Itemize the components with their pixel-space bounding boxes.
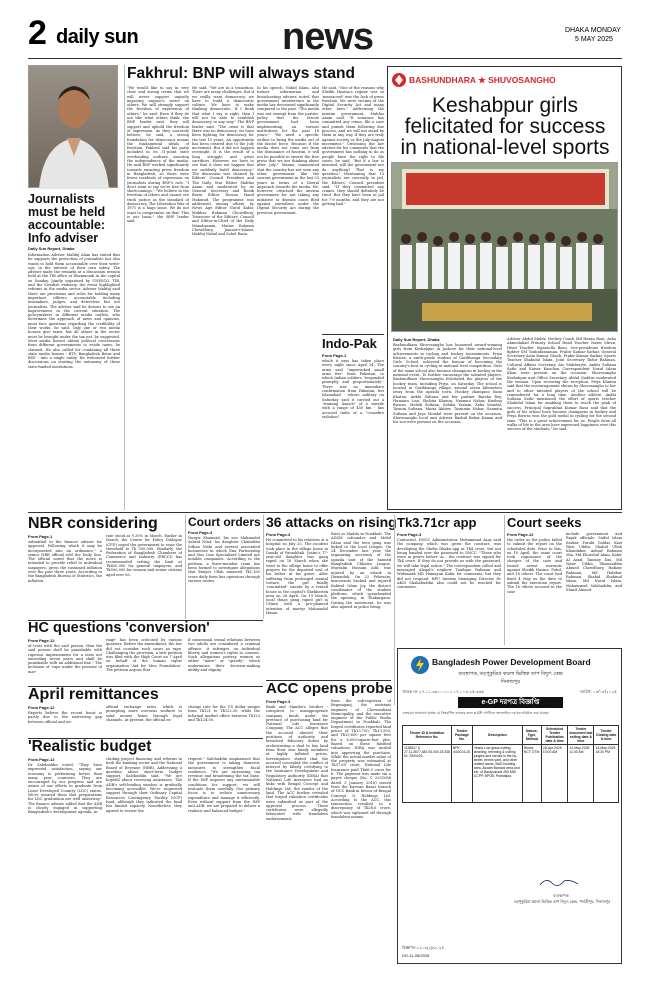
- tender-dfp: DG-11-05/2025: [402, 953, 430, 958]
- hcq-source: From Page-12: [28, 638, 55, 643]
- tender-table: [402, 725, 619, 803]
- hcq-headline: HC questions 'conversion': [28, 620, 210, 636]
- section-title: news: [282, 16, 374, 58]
- tender-banner: e-GP দরপত্র বিজ্ঞপ্তি: [458, 697, 563, 708]
- nbr-col1: submitted to the finance adviser for approval. Following which it may be incorporated into an ordinance," a senior NBR official told the Daily Sun. The official noted that the move is intended to provide relief to individual taxpayers, given the sustained inflation over the past three years. According to the Bangladesh Bureau of Statistics, the inflation: [28, 540, 102, 583]
- fakhrul-col1: "We would like to say in very clear and strong terms that we will never support unjustly imposing anyone's views on others. We will strongly support the freedom of expression of others," he said. Even if they do not like what others think, the BNP leader said, they will support and uphold the freedom of expression. As they sincerely believe, he said, a strong foundation for democracy means the fundamental ideals of freedom. Fakhrul said his party included in its 31-point state overhauling outlines, assuring the independence of the media. He said BNP worked significantly towards ensuring press freedom in Bangladesh, as there were fewer incidents of repression on journalists during BNP's rule. "I don't want to say we're free from shortcomings." "We believe in the freedom of others and cannot see truth justice as the standard of democracy. The Liberation War of 1971 is a huge issue. We do not want to compromise on that. This is our basis," the BNP leader said.: [127, 86, 189, 224]
- keshabpur-col2: Adviser Abdul Malek, Hockey Coach Md Hasan Boni, Asha Ahmedabad Primary School Head Teacher Naser Mirza, Head Teacher Signatolla Basu, vice-presidents freedom fighter SM Touhiduzzaman, Prabir Kumar Sarkar, General Secretary Asim Kumar Ghosh, Prabir Kumar Sarkar, Sports Teacher Shahidul Islam, Joint Secretary Tafsir Rahman, Cultural Affairs Secretary Alo Mukherjee, Ankhi Sultana Sathi and Kaiser Kanchon Correspondent Nurul Islam Khan were present on the occasion. Shuvosangho Keshabpur unit Office Secretary Abdul Quddus moderated the session. Upon receiving the reception, Priya Khatun said that the encouragement shown by Shuvosangho to her and to other talented players of the school will be remembered for a long time. Another athlete, Ankhi Sultana Sathi mentioned the effort of sports teacher Shahidul Islam for enabling them to reach the peak of success. Principal Suprabhat Kumar Basu said that the girls of his school have become champions in hockey and Priya Biswas won the gold medal in cycling for the second time. "This is a great achievement for us. People from all walks of life in the area have expressed happiness over this success of the students," he said.: [507, 337, 616, 432]
- nbr-headline: NBR considering: [28, 515, 158, 532]
- realistic-col2: cluding project financing and reforms in both the banking sector and the National Board of Revenue (NBR). Addressing a question about short-term budget support, Salehuddin said, "We are hopeful about receiving assistance. The ADB's soft-lending window is gradually becoming accessible. We've requested support through their Ordinary Capital Resources Contingency Facility (OCF) fund, although they indicated the fund has limited capacity. Nonetheless, they agreed to review the: [106, 757, 182, 813]
- tender-col-header: Description: [472, 726, 522, 745]
- courtseeks-col1: the order as the police failed to submit the report on the scheduled date. Prior to this, on 10 April, the same court took cognisance of the charges of the case and issued arrest warrants against Sheikh Hasina, Putul, and 16 others. The court had fixed 4 May as the date to submit the execution report. The 16 others accused in the case: [507, 538, 562, 594]
- acc-col2: from the sub-registrar of Begumganj, the assistant engineer of Chowmuhani Municipality, and the executive engineer of the Public Works Department in Noakhali. The forged certificates reported land prices of Tk13,700, Tk13,500, and Tk13,600 per square feet for a 6,000-square-foot plot. Based on these falsified valuations, IDRA was misled into approving the purchase. While the actual market value of the property was estimated at Tk37.69 crore, National Life Insurance paid Tk66.5 crore for it. The payment was made via a payee cheque (No. C 2331086 dated 3 January 2016) issued from the Karwan Bazar branch of NCC Bank in favour of Bengal Concept & Holdings Ltd. According to the ACC, this transaction resulted in a discrepancy of Tk28.6 crore, which was siphoned off through fraudulent means.: [331, 699, 391, 820]
- tender-id: 1136827 & 27.11.3677.482.05.004.25.338 Dt. 29/04/25: [403, 745, 452, 803]
- hcq-col3: if consensual sexual relations between two adults are considered a criminal offence, it infringes on individual liberty and women's rights to consent. Such allegations portray women as either "naive" or "greedy", which undermines their decision-making ability and dignity.: [188, 638, 260, 673]
- journalists-headline: Journalists must be held accountable: Info adviser: [28, 192, 106, 245]
- journalists-body: Information Adviser Mahfuj Alam has stated that he supports the protection of journalists but also wants to hold them accountable over their write-ups, in the interest of their own safety. The adviser made the remarks at a discussion session held at the TIB office at Dhanmondi in the capital on Sunday. Jointly organised by UNESCO, TIB, and the Swedish embassy, the event highlighted reforms in the media sector. Adviser Mahfuj said there are provisions and rules for holding many important officers accountable including lawmakers, judges, and detectives but not journalists. The adviser said he desires to see an improvement in the current situation. The policymakers in different media outlets, who determine the approach of news and opinions, must face questions regarding the credibility of their works, he said. Only one or two media houses give taxes, but all others in the sector must be brought under the tax net, he suggested. Most media houses obtain political concessions from different governments to evade taxes, he claimed. He also called for combining all three state media houses - BTV, Bangladesh Betar and BSS - into a single entity. He welcomed further discussions on starting the autonomy of these state-funded institutions.: [28, 253, 120, 369]
- tender-selling: 14-May-2025 11:00 AM: [568, 745, 594, 803]
- arrests-col1: He committed to his relatives at a hospital on July 25. The incident took place in the village home in Dumki of Patuakhali. Justin's 17-year-old daughter was gang raped on 18 March when she went to the village home to offer prayers for the departed soul of his father at his grave. After suffering from prolonged mental torture, the girl finally 'committed' suicide by a rented house in the capital's Shekhertek area on 26 April. On 19 March, local thugs gang raped girl in Uttara with a pre-planned intention of martyr Mahmudul Hasan: [266, 538, 328, 616]
- april-col1: Experts believe the recent boost is partly due to the narrowing gap between official and un-: [28, 711, 102, 724]
- realistic-col3: request." Salehuddin emphasised that the government is taking domestic measures to strengthen fiscal resilience. "We are increasing tax revenue and broadening the tax base. If the IMF imposes any unreasonable conditions for support, we will evaluate them carefully. Our primary focus is to reduce unnecessary expenditure and manage it efficiently. Even without support from the IMF and ADB, we are prepared to deliver a realistic and balanced budget.": [188, 757, 260, 813]
- april-col2: official exchange rates, which is prompting more overseas workers to send money home through legal channels. At present, the official ex-: [106, 705, 182, 722]
- tender-col-header: Nature, Type, Method: [522, 726, 541, 745]
- tender-title: Bangladesh Power Development Board: [432, 657, 591, 667]
- fakhrul-headline: Fakhrul: BNP will always stand: [127, 65, 355, 82]
- edition-date: 5 MAY 2025: [575, 36, 613, 43]
- tender-col-header: Tender Package No.: [451, 726, 472, 745]
- nbr-col2: rate stood at 9.35% in March. Earlier in March, the Centre for Policy Dialogue (CPD) urged the government to raise the threshold to Tk 500,000. Similarly, the Federation of Bangladesh Chambers of Commerce and Industry (FBCCI) has recommended setting the limit at Tk450,000 for general taxpayers, and Tk500,000 for women and senior citizens aged over 65.: [106, 534, 182, 577]
- tender-col-header: Tender ID & Invitation Reference No.: [403, 726, 452, 745]
- arrests-col2: Rizvi at Madda in Noakhali. The ADSM cofounder and Mohd Islam said the teen gang was linked to the local League. On 24 December last year, the organizing secretary of the upazila unit of the banned Bangladesh Chhatra League, Mursalin Hossain Adil, was injured by an attack in Jhenaidah. On 22 February, miscreants hacked and injured Kabirul Islam Joy, the district coordinator of the student platform, which spearheaded the uprising, in Thakurgaon. During the movement, he was also injured in police firing.: [331, 532, 391, 610]
- tk71-body: Contacted, DNCC Administrator Mohammad Azaz said the company, which was given the contract, was developing the Sheba Dhaka app at Tk4 crore, but not being handed over the password to DNCC. "Those who were in power before us... the contract was signed for Tk4 crore. If they do not provide us with the password, we will take legal action." The correspondent called and messaged Alegal's nephew Taufique Rahman and Widemark MD Hamayun Kabir for comments, but they did not respond. HPU Interim Managing Director Dr AKM Shahabuddin also could not be reached for comments.: [397, 538, 501, 590]
- april-col3: change rate for the US dollar ranges from Tk121 to Tk122.50, while the informal market offers between Tk123 and Tk124.50.: [188, 705, 260, 722]
- courtseeks-headline: Court seeks: [507, 515, 582, 530]
- indopak-headline: Indo-Pak: [322, 336, 377, 351]
- journalists-byline: Daily Sun Report, Dhaka: [28, 246, 75, 251]
- keshabpur-photo: [391, 162, 618, 332]
- courtorders-body: Nurgis Shamsad, his son Mahmudul Ashraf Nitol, his daughter Chamrkhe Sithan Nishi and several associated businesses in which Ena Partnership and Star Line Specialized Limited are notable companies. According to the petition, a three-member team has been formed to investigate allegations that Enayet Ullah amassed Tk1,165 crore daily from bus operators through various routes.: [188, 536, 260, 583]
- tender-package: BPK-44/2024-25: [451, 745, 472, 803]
- tender-address: দিনাজপুর: [500, 679, 521, 685]
- tender-closing: 14-May-2025 15:30 PM: [594, 745, 619, 803]
- acc-source: From Page-3: [266, 699, 291, 704]
- indopak-source: From Page-1: [322, 353, 347, 358]
- info-adviser-photo: [28, 65, 118, 188]
- courtorders-headline: Court orders: [188, 515, 261, 529]
- edition-city: DHAKA: [565, 27, 589, 34]
- tender-notice: [397, 648, 622, 964]
- table-row: [403, 745, 619, 803]
- tender-col-header: Tender document last selling date & time: [569, 727, 593, 743]
- keshabpur-headline: Keshabpur girls felicitated for success in national-level sports: [400, 94, 610, 159]
- keshabpur-col1: Bashundhara Shuvosangho has honoured award-winning girls from Keshabpur in Jashore for their national-level achievements in cycling and hockey tournaments. Priya Biswas, a ninth-grade student of Garibhanga Secondary Girls' School, achieved the honour of becoming the country's best in cycling at national level competition. Girls of the same school also became champions in hockey in the national event. To further encourage the talented players, Bashundhara Shuvosangho felicitated the players of the hockey team, including Priya, on Saturday. The school is located in Garibhanga village, around seven kilometers away from the upazila town. Hockey champion Sumi Khatun, Ankhi Sultana and her partner Barsha Roy, Humaira Lisa, Shobita Khatun, Nazmun Nahar, Krishna Biswas, Mehek Sultana, Sabiha Yasmin, Zaba Mondal, Tasnim Sultana, Maria Akhter, Tasnimin Nahar, Sanmita Sultana and Jaya Mondal were present on the occasion. Shuvosangho local unit Adviser Rashid Bahar Kanan and his son were present on the occasion.: [393, 343, 502, 425]
- realistic-headline: 'Realistic budget: [28, 738, 152, 755]
- courtseeks-source: From Page-12: [507, 532, 534, 537]
- bashundhara-banner: [389, 68, 620, 92]
- tender-footer: বিজ্ঞাপন-১২০৮(২)/২০২৫: [402, 945, 444, 950]
- tender-date: তারিখ: ০৪/০৫/২০২৫: [579, 689, 617, 694]
- april-headline: April remittances: [28, 686, 159, 703]
- arrests-headline: 36 attacks on rising: [266, 514, 397, 530]
- hcq-col2: riage' has been criticised by various quarters. Before the amendment, the law did not consider such cases as rape. Challenging the provision, a writ petition was filed with the High Court on 7 April on behalf of the human rights organisation 'Aid for Men Foundation'. The petition argues that: [106, 638, 182, 673]
- tender-publication: 28-Apr-2025 10:00 AM: [541, 745, 568, 803]
- tender-signer: ব্যবস্থাপক: [553, 893, 569, 898]
- tk71-source: From Page-3: [397, 532, 422, 537]
- tender-memo: স্মারক নং ২৭.১১.৩৯০০.১০১.০৭.০০৪.২৫.৩৩৫: [402, 689, 485, 694]
- arrests-source: From Page-3: [266, 532, 291, 537]
- courtseeks-col2: include government and Rajuk officials: Saiful Islam Sarkar, Purabi Goldar, Kazi Wasi Uddin, Shahid Ullah Khandaker, Ashraf Rahman Mia, Md Khurshid Alam, Kabir Al Azad, Tanmoy Das, Md Nasir Uddin, Shamsuddin Ahmed Chowdhury, Hafizur Rahman, Md Habibur Rahman, Shahid Shahinul Islam, Md Nurul Islam, Mohammad Salahuddin, and Sharif Ahmed.: [566, 532, 622, 592]
- fakhrul-col2: He said, "We are in a transition. There are many challenges. But if we really want democracy, we have to build a democratic culture. We have to make thinking democratic. If I think that what I say is right, then I will not be able to establish democracy in any way." The BNP leader said, "The crisis is that there was no democracy; we have been fighting for democracy for the last 15 years. An opportunity has been created due to the July movement. But it did not happen overnight. It is the result of a long struggle and great sacrifices. However, we have to see that it does not happen that we suddenly build democracy." The discussion was chaired by Editors' Council President and The Daily Star Editor Mahfuz Anam and moderated by its General Secretary and Bonik Barta Editor Dewan Hanif Mahmud. The programme was addressed, among others, by News Age Editor Nurul Kabir, Mukhar Rahman Chowdhury, Treasurer of the Editors' Council and Editor-in-Chief of the Daily Manabzamin, Matiur Rahman Chowdhury, Jamaat-e-Islami, Mahfuj Nahid and Sohel Rana.: [192, 86, 254, 237]
- tender-col-header: Tender Closing date & time: [594, 726, 619, 745]
- edition-day: MONDAY: [590, 27, 621, 34]
- courtorders-source: From Page-3: [188, 530, 213, 535]
- page-number: 2: [28, 14, 47, 52]
- tender-description: Yearly Low grass cutting, cleaning, trimming & cutting jungles and shrubs in the by-street, berms yard, and other related areas, BAD building area, Assam Barrack area and etc. of Barapukuria 250 MW CCPP, BPDB, Parbatipur.: [472, 745, 522, 803]
- keshabpur-byline: Daily Sun Report, Dhaka: [393, 337, 440, 342]
- realistic-source: From Page-12: [28, 757, 55, 762]
- acc-headline: ACC opens probe: [266, 680, 393, 697]
- tk71-headline: Tk3.71cr app: [397, 515, 477, 530]
- tender-notice-text: এতদ্বারা জানানো যাচ্ছে যে নিম্নবর্ণিত কাজের জন্য e-GP পোর্টালে অনলাইনে দরপত্র আহ্বান করা যাচ্ছে।: [402, 711, 550, 715]
- signature: [538, 875, 582, 889]
- masthead-rule: [28, 58, 622, 59]
- bashundhara-banner-text: BASHUNDHARA ★ SHUVOSANGHO: [409, 75, 556, 85]
- hcq-col1: of trust with the said person, then the said person shall be punishable with rigorous imprisonment for a term not exceeding seven years and shall be punishable with an additional fine." The inclusion of 'rape under the promise of mar-: [28, 644, 102, 674]
- brand-logo: daily sun: [56, 26, 139, 48]
- tender-office: বড়পুকুরিয়া কয়লা ভিত্তিক তাপ বিদ্যুৎ কেন্দ্র, পার্বতীপুর, দিনাজপুর: [513, 900, 611, 904]
- realistic-col1: Dr Salehuddin noted, "They have expressed satisfaction, saying our economy is performing better than many peer countries. They are encouraged by our progress and are aware of our efforts to graduate from Least Developed Country (LDC) status. We've assured them that preparations for LDC graduation are well underway." The finance adviser added that the ADB is closely engaged in supporting Bangladesh's development agenda, in-: [28, 763, 102, 815]
- indopak-body: which it says has taken place every night since April 24. The army said "unprovoked small arms fire" from Pakistan, to which Indian soldiers "responded promptly and proportionately". There was no immediate confirmation from Pakistan, but Islamabad - whose military on Saturday said it carried out a "training launch" of a missile with a range of 450 km - has accused India of a "ceasefire violation".: [322, 359, 384, 419]
- fakhrul-col4: He said, "One of the reasons why Sheikh Hasina's regime was so 'massacred' was the lack of press freedom. We were victims of the Digital Security Act and many other laws." Addressing the interim government, Mahfuz Anam said, "If someone has committed any crime, file a case and punish them following due process, and we will not stand by them in any way if they are truly against society or the July-August movement." Criticising the law adviser for his comments that the government has nothing to do as people have the right to file cases, he said, "But if a law is misused, will the government not do anything? That is my question." Mentioning that 13 journalists are currently in jail, the Editors' Council president said, "If they committed any crimes, they should definitely be tried. But they have been in jail for 7-8 months, and they are not getting bail.": [322, 86, 384, 207]
- tender-nature: Works NCT OTM: [522, 745, 541, 803]
- nbr-source: From Page-1: [28, 534, 53, 539]
- april-source: From Page-12: [28, 705, 55, 710]
- acc-col1: Bank and Mambo's brother - conspired to misappropriate company funds under the pretence of purchasing land for National Life Insurance Company. The ACC alleges that the accused abused their positions of authority and breached fiduciary duties by orchestrating a deal to buy land from their own family members at highly inflated prices. Investigators stated that the accused concealed the conflict of interest by falsely certifying to the Insurance Development and Regulatory Authority (IDRA) that National Life Insurance had no links with Bengal Concept and Holdings Ltd, the vendor of the land. The ACC further revealed that forged valuation certificates were submitted as part of the approval process. These certificates were allegedly fabricated with fraudulent endorsements: [266, 705, 328, 821]
- fakhrul-col3: In his speech, Nahid Islam, also former information and broadcasting adviser, noted that government interference in the media has decreased significantly compared to the past. "The media was not exempt from the parties' policy that the fascist government had been implementing on various institutions for the past 16 years." "We need a specific outline to bring the media out of the fascist force. Because if the media does not come out from the dominance of fascism, it will not be possible to ensure the free press that we are thinking about after July." Manna commented that the country has not seen any other government like the current government in the last 53 years in terms of a liberal approach towards the media. He, however, criticised the interim government for not taking any initiative to dismiss cases filed against journalists under the Digital Security Act during the previous government.: [257, 86, 319, 215]
- tender-col-header: Scheduled Tender Publication date & time: [541, 726, 568, 745]
- tender-subtitle: ব্যবস্থাপক, বড়পুকুরিয়া কয়লা ভিত্তিক তাপ বিদ্যুৎ কেন্দ্র: [458, 671, 563, 677]
